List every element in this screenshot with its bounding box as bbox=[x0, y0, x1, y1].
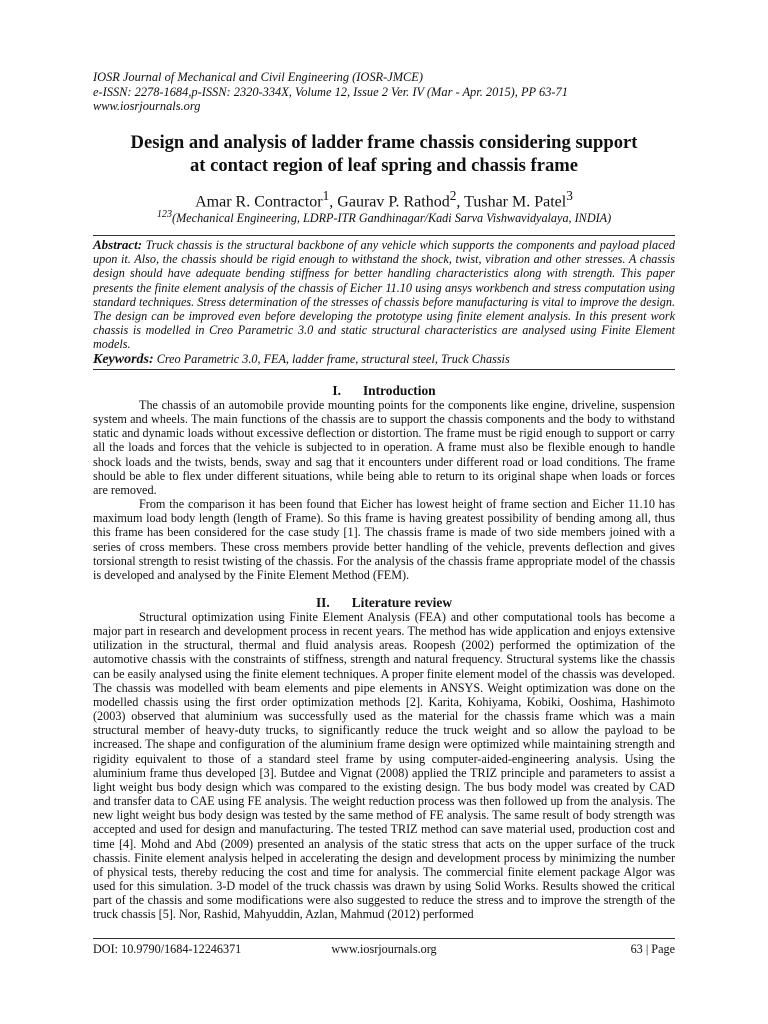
abstract-bottom-divider bbox=[93, 369, 675, 370]
author-name: Amar R. Contractor bbox=[195, 193, 323, 211]
journal-header bbox=[93, 70, 693, 114]
paragraph: Structural optimization using Finite Element Analysis (FEA) and other computational tools has become a major part in research and development process in recent years. The method has wide application and enjoys extensive utilization in the structural, thermal and fluid analysis areas. Roopesh (2002) performed the optimization of the automotive chassis with the constraints of stiffness, strength and natural frequency. Structural systems like the chassis can be easily analysed using the finite element techniques. A proper finite element model of the chassis was developed. The chassis was modelled with beam elements and pipe elements in ANSYS. Weight optimization was done on the modelled chassis using the first order optimization methods [2]. Karita, Kohiyama, Kobiki, Ooshima, Hashimoto (2003) observed that aluminium was successfully used as the material for the chassis frame which was a main structural member of heavy-duty trucks, to significantly reduce the truck weight and so allow the payload to be increased. The shape and configuration of the aluminium frame design were optimized while maintaining strength and rigidity equivalent to those of a standard steel frame by using computer-aided-engineering analysis. Using the aluminium frame thus developed [3]. Butdee and Vignat (2008) applied the TRIZ principle and parameters to assist a light weight bus body design which was compared to the existing design. The bus body model was created by CAD and transfer data to CAE using FE analysis. The weight reduction process was then followed up from the analysis. The new light weight bus body design was tested by the same method of FE analysis. The same result of body strength was accepted and used for design and manufacturing. The tested TRIZ method can save material used, production cost and time [4]. Mohd and Abd (2009) presented an analysis of the static stress that acts on the upper surface of the truck chassis. Finite element analysis helped in accelerating the design and development process by minimizing the number of physical tests, thereby reducing the cost and time for analysis. The commercial finite element package Algor was used for this simulation. 3-D model of the truck chassis was drawn by using Solid Works. Results showed the critical part of the chassis and some modifications were also suggested to reduce the stress and to improve the strength of the truck chassis [5]. Nor, Rashid, Mahyuddin, Azlan, Mahmud (2012) performed bbox=[93, 610, 675, 922]
section-heading-introduction bbox=[93, 383, 675, 399]
affiliation-text: (Mechanical Engineering, LDRP-ITR Gandhinagar/Kadi Sarva Vishwavidyalaya, INDIA) bbox=[172, 211, 612, 226]
section-body-literature-review bbox=[93, 610, 675, 921]
keywords bbox=[93, 351, 675, 368]
paragraph: From the comparison it has been found that Eicher has lowest height of frame section and Eicher 11.10 has maximum load body length (length of Frame). So this frame is having greatest possibility of bending among all, thus this frame has been considered for the case study [1]. The chassis frame is made of two side members joined with a series of cross members. These cross members provide better handling of the vehicle, prevents deflection and gives torsional strength to resist twisting of the chassis. For the analysis of the chassis frame appropriate model of the chassis is developed and analysed by the Finite Element Method (FEM). bbox=[93, 497, 675, 582]
abstract-top-divider bbox=[93, 235, 675, 236]
abstract bbox=[93, 238, 675, 352]
paper-title bbox=[60, 131, 708, 177]
author-affiliation-mark: 3 bbox=[566, 188, 573, 203]
author-name: Gaurav P. Rathod bbox=[337, 193, 450, 211]
section-title: Literature review bbox=[351, 595, 453, 610]
author-list: Amar R. Contractor$^1$, Gaurav P. Rathod$^2$, Tushar M. Patel$^3$ bbox=[195, 188, 573, 211]
paper-title-line: Design and analysis of ladder frame chassis considering support bbox=[130, 132, 638, 153]
keywords-label: Keywords: bbox=[93, 352, 154, 367]
author-name: Tushar M. Patel bbox=[464, 193, 567, 211]
abstract-label: Abstract: bbox=[93, 237, 143, 252]
author-affiliation-mark: 1 bbox=[322, 188, 330, 203]
journal-name: IOSR Journal of Mechanical and Civil Engineering (IOSR-JMCE) bbox=[93, 70, 423, 84]
page-footer bbox=[93, 942, 675, 957]
section-heading-literature-review bbox=[93, 595, 675, 611]
abstract-text: Truck chassis is the structural backbone of any vehicle which supports the components and payload placed upon it. Also, the chassis should be rigid enough to withstand the shock, twist, vibration and other stresses. A chassis design should have adequate bending stiffness for better handling characteristics along with strength. This paper presents the finite element analysis of the chassis of Eicher 11.10 using ansys workbench and stress computation using standard techniques. Stress determination of the stresses of chassis before manufacturing is vital to improve the design. The design can be improved even before developing the prototype using finite element analysis. In this present work chassis is modelled in Creo Parametric 3.0 and static structural characteristics are analysed using Finite Element models. bbox=[93, 238, 676, 352]
section-title: Introduction bbox=[362, 383, 436, 398]
footer-divider bbox=[93, 938, 675, 939]
keywords-text: Creo Parametric 3.0, FEA, ladder frame, structural steel, Truck Chassis bbox=[156, 352, 510, 366]
affiliation-mark: 123 bbox=[156, 209, 173, 220]
footer-website: www.iosrjournals.org bbox=[331, 942, 437, 956]
section-number: II. bbox=[315, 595, 330, 610]
affiliation bbox=[60, 207, 708, 226]
paragraph: The chassis of an automobile provide mounting points for the components like engine, driveline, suspension system and wheels. The main functions of the chassis are to support the chassis components and the body to withstand static and dynamic loads without excessive deflection or distortion. The frame must be rigid enough to support or carry all the loads and forces that the vehicle is subjected to in operation. A frame must also be flexible enough to handle shock loads and the twists, bends, sway and sag that it encounters under different road or load conditions. The frame should be able to flex under different situations, while being able to return to its original shape when loads or forces are removed. bbox=[93, 398, 675, 497]
footer-doi: DOI: 10.9790/1684-12246371 bbox=[93, 942, 242, 956]
journal-issn: e-ISSN: 2278-1684,p-ISSN: 2320-334X, Volume 12, Issue 2 Ver. IV (Mar - Apr. 2015), PP 63-71 bbox=[93, 84, 568, 99]
footer-page-number: 63 | Page bbox=[630, 942, 675, 956]
paper-title-line: at contact region of leaf spring and chassis frame bbox=[189, 155, 579, 176]
section-body-introduction bbox=[93, 398, 675, 582]
author-affiliation-mark: 2 bbox=[449, 188, 457, 203]
section-number: I. bbox=[332, 383, 341, 398]
journal-website: www.iosrjournals.org bbox=[93, 99, 201, 114]
